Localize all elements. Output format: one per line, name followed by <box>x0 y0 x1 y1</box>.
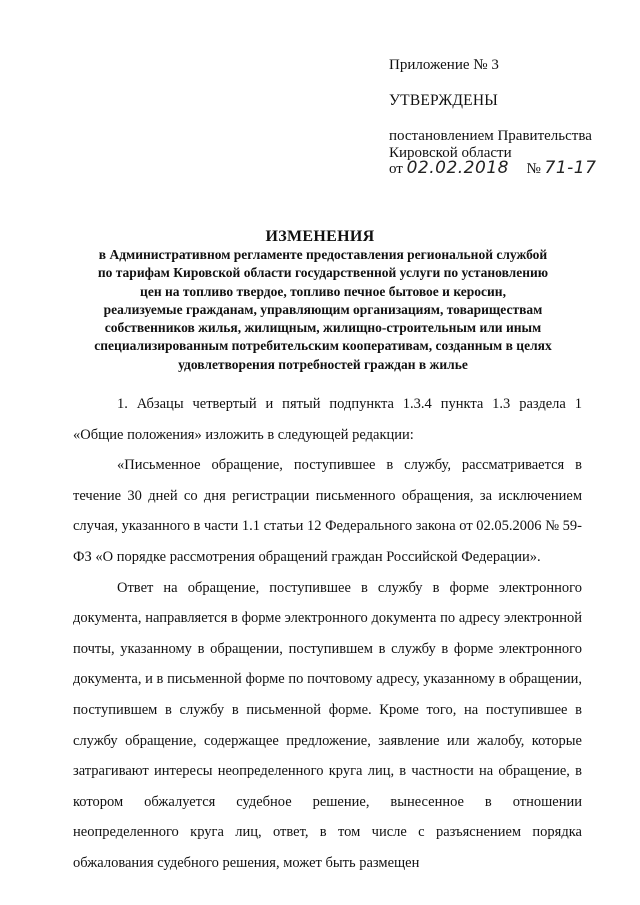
subtitle-line: по тарифам Кировской области государственной услуги по установлению <box>97 265 549 281</box>
date-prefix: от <box>389 161 403 177</box>
subtitle-line: цен на топливо твердое, топливо печное бытовое и керосин, <box>140 283 506 299</box>
appendix-label: Приложение № 3 <box>389 57 499 73</box>
approval-line-1: постановлением Правительства <box>389 128 592 144</box>
approval-date-line <box>389 160 596 177</box>
document-title: ИЗМЕНЕНИЯ <box>265 228 375 245</box>
subtitle-line: реализуемые гражданам, управляющим организациям, товариществам <box>103 301 543 317</box>
subtitle-line: в Административном регламенте предоставления региональной службой <box>98 247 548 262</box>
handwritten-date: 02.02.2018 <box>406 158 509 178</box>
handwritten-number: 71-17 <box>544 158 597 178</box>
document-body <box>73 389 582 879</box>
approval-line-2: Кировской области <box>389 145 512 161</box>
subtitle-line: удовлетворения потребностей граждан в жилье <box>178 356 468 372</box>
approved-label: УТВЕРЖДЕНЫ <box>389 92 498 109</box>
number-prefix: № <box>526 161 541 177</box>
subtitle-line: специализированным потребительским кооперативам, созданным в целях <box>94 338 552 354</box>
body-paragraph: 1. Абзацы четвертый и пятый подпункта 1.3.4 пункта 1.3 раздела 1 «Общие положения» изложить в следующей редакции: <box>73 396 582 443</box>
body-paragraph: Ответ на обращение, поступившее в службу в форме электронного документа, направляется в форме электронного документа по адресу электронной почты, указанному в обращении, поступившем в службу в форме электронного документа, и в письменной форме по почтовому адресу, указанному в обращении, поступившем в службу в письменной форме. Кроме того, на поступившее в службу обращение, содержащее предложение, заявление или жалобу, которые затрагивают интересы неопределенного круга лиц, в частности на обращение, в котором обжалуется судебное решение, вынесенное в отношении неопределенного круга лиц, ответ, в том числе с разъяснением порядка обжалования судебного решения, может быть размещен <box>73 579 582 871</box>
body-paragraph: «Письменное обращение, поступившее в службу, рассматривается в течение 30 дней со дня регистрации письменного обращения, за исключением случая, указанного в части 1.1 статьи 12 Федерального закона от 02.05.2006 № 59-ФЗ «О порядке рассмотрения обращений граждан Российской Федерации». <box>73 457 582 565</box>
document-subtitle <box>78 246 568 374</box>
subtitle-line: собственников жилья, жилищным, жилищно-строительным или иным <box>104 320 542 336</box>
